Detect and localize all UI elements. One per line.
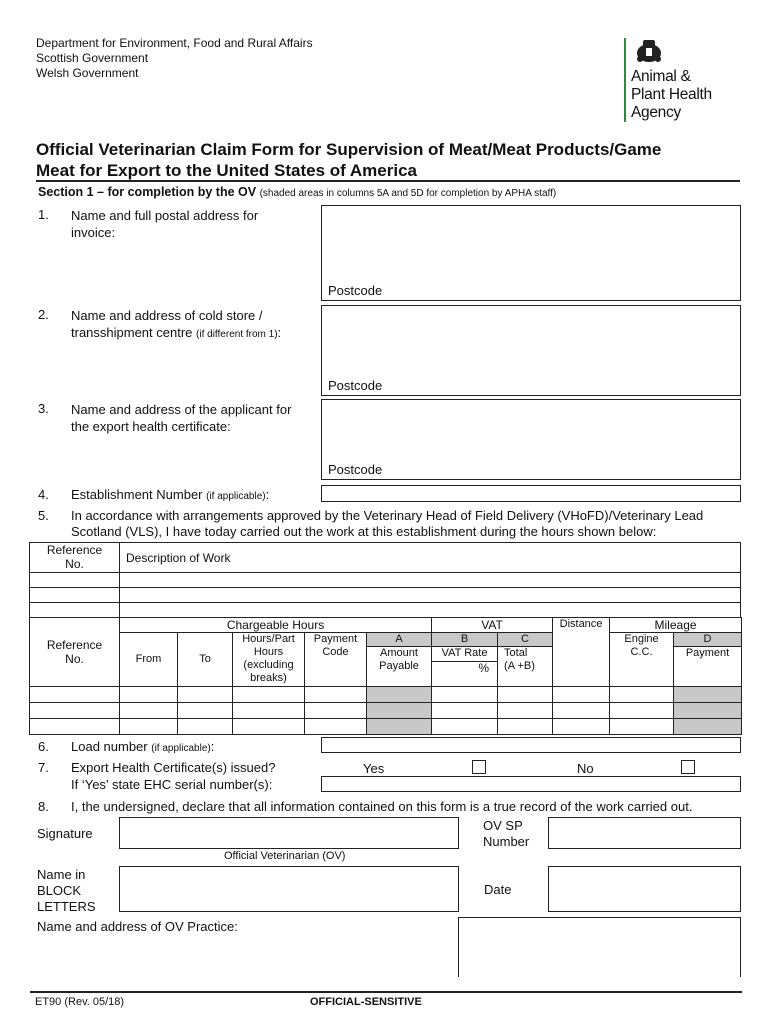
hours-cell[interactable] bbox=[233, 687, 305, 703]
header-line: breaks) bbox=[250, 672, 287, 684]
item-number: 8. bbox=[38, 799, 49, 814]
vat-header: VAT bbox=[432, 618, 553, 633]
item-number: 4. bbox=[38, 487, 49, 502]
agency-line: Animal & bbox=[631, 68, 691, 85]
title-line: Meat for Export to the United States of America bbox=[36, 161, 417, 180]
item-2-label bbox=[71, 307, 281, 343]
reference-cell[interactable] bbox=[30, 573, 120, 588]
to-cell[interactable] bbox=[178, 719, 233, 735]
total-cell[interactable] bbox=[498, 719, 553, 735]
ov-sp-number-field[interactable] bbox=[548, 817, 741, 849]
label-line: BLOCK bbox=[37, 883, 82, 898]
agency-line: Agency bbox=[631, 104, 681, 121]
item-number: 5. bbox=[38, 508, 49, 523]
description-cell[interactable] bbox=[120, 603, 741, 618]
header-line: Payment bbox=[313, 633, 358, 645]
total-cell[interactable] bbox=[498, 687, 553, 703]
distance-cell[interactable] bbox=[553, 719, 610, 735]
date-label: Date bbox=[484, 882, 512, 897]
header-line: Total bbox=[504, 647, 528, 659]
item-7-label: Export Health Certificate(s) issued? bbox=[71, 760, 276, 775]
description-header: Description of Work bbox=[120, 543, 741, 573]
label-small: (if applicable) bbox=[206, 491, 266, 502]
practice-address-field[interactable] bbox=[458, 917, 741, 977]
header-line: Payment bbox=[685, 647, 730, 659]
label-line: Name and address of the applicant for bbox=[71, 402, 292, 417]
org-line: Scottish Government bbox=[36, 51, 149, 65]
header-line: Hours bbox=[253, 646, 284, 658]
department-header bbox=[36, 36, 313, 81]
percent-sign: % bbox=[478, 661, 490, 675]
ehc-serial-label: If ‘Yes’ state EHC serial number(s): bbox=[71, 777, 273, 792]
item-4-label bbox=[71, 487, 269, 505]
mileage-payment-header bbox=[674, 633, 742, 687]
column-letter: D bbox=[674, 633, 741, 647]
establishment-number-field[interactable] bbox=[321, 485, 741, 502]
column-letter: B bbox=[432, 633, 497, 647]
item-3-label bbox=[71, 401, 291, 435]
header-line: Payable bbox=[379, 660, 419, 672]
postcode-label: Postcode bbox=[328, 462, 383, 477]
title-rule bbox=[36, 180, 740, 182]
header-line: Hours/Part bbox=[242, 633, 295, 645]
total-cell[interactable] bbox=[498, 703, 553, 719]
vat-rate-cell[interactable] bbox=[432, 719, 498, 735]
label-line: In accordance with arrangements approved by the Veterinary Head of Field Delivery (VHoFD)/Veterinary Lead bbox=[71, 508, 704, 523]
label-text: Establishment Number bbox=[71, 487, 203, 502]
postcode-label: Postcode bbox=[328, 378, 383, 393]
from-cell[interactable] bbox=[120, 703, 178, 719]
to-header: To bbox=[178, 633, 233, 687]
percent-field[interactable] bbox=[432, 661, 497, 675]
reference-cell[interactable] bbox=[30, 588, 120, 603]
engine-cc-cell[interactable] bbox=[610, 719, 674, 735]
hours-header bbox=[233, 633, 305, 687]
item-number: 6. bbox=[38, 739, 49, 754]
from-header: From bbox=[120, 633, 178, 687]
section-1-heading bbox=[38, 185, 556, 199]
label-small: (if different from 1) bbox=[196, 329, 278, 340]
invoice-address-field[interactable] bbox=[321, 205, 741, 301]
form-title bbox=[36, 139, 661, 181]
payment-code-header bbox=[305, 633, 367, 687]
classification: OFFICIAL-SENSITIVE bbox=[310, 996, 422, 1008]
total-header bbox=[498, 633, 553, 687]
item-number: 7. bbox=[38, 760, 49, 775]
title-line: Official Veterinarian Claim Form for Supervision of Meat/Meat Products/Game bbox=[36, 140, 662, 159]
label-line bbox=[71, 324, 281, 343]
label-line: the export health certificate: bbox=[71, 419, 231, 434]
payment-code-cell[interactable] bbox=[305, 719, 367, 735]
cold-store-address-field[interactable] bbox=[321, 305, 741, 396]
work-description-table bbox=[29, 542, 741, 618]
name-block-label bbox=[37, 867, 96, 915]
name-block-field[interactable] bbox=[119, 866, 459, 912]
mileage-header: Mileage bbox=[610, 618, 742, 633]
label-line: Name in bbox=[37, 867, 86, 882]
org-line: Welsh Government bbox=[36, 66, 139, 80]
signature-label: Signature bbox=[37, 826, 93, 841]
label-line: Name and full postal address for bbox=[71, 208, 259, 223]
item-5-text bbox=[71, 508, 703, 540]
label-text: Load number bbox=[71, 739, 148, 754]
ehc-serial-field[interactable] bbox=[321, 776, 741, 792]
vat-rate-header bbox=[432, 633, 498, 687]
to-cell[interactable] bbox=[178, 687, 233, 703]
header-line: Reference bbox=[46, 638, 103, 652]
reference-header bbox=[30, 618, 120, 687]
chargeable-hours-header: Chargeable Hours bbox=[120, 618, 432, 633]
no-checkbox[interactable] bbox=[681, 760, 695, 774]
no-label: No bbox=[577, 761, 594, 776]
logo-bar bbox=[624, 38, 626, 122]
header-line: C.C. bbox=[630, 646, 653, 658]
item-6-label bbox=[71, 739, 214, 757]
section-heading-text: Section 1 – for completion by the OV bbox=[38, 185, 257, 199]
reference-cell[interactable] bbox=[30, 603, 120, 618]
header-line: (A +B) bbox=[504, 660, 535, 672]
hours-cell[interactable] bbox=[233, 719, 305, 735]
description-cell[interactable] bbox=[120, 573, 741, 588]
reference-header bbox=[30, 543, 120, 573]
item-number: 2. bbox=[38, 307, 49, 322]
label-line: invoice: bbox=[71, 225, 116, 240]
header-line: No. bbox=[65, 557, 84, 571]
label-line: Number bbox=[483, 834, 530, 849]
reference-cell[interactable] bbox=[30, 719, 120, 735]
label-line: Name and address of cold store / bbox=[71, 308, 263, 323]
column-letter: C bbox=[498, 633, 552, 647]
hours-cell[interactable] bbox=[233, 703, 305, 719]
vat-rate-cell[interactable] bbox=[432, 687, 498, 703]
amount-payable-header bbox=[367, 633, 432, 687]
header-line: (excluding bbox=[243, 659, 294, 671]
mileage-payment-cell[interactable] bbox=[674, 687, 742, 703]
postcode-label: Postcode bbox=[328, 283, 383, 298]
label-line: LETTERS bbox=[37, 899, 96, 914]
label-line: Scotland (VLS), I have today carried out the work at this establishment during the hours shown below: bbox=[71, 524, 657, 539]
load-number-field[interactable] bbox=[321, 737, 741, 753]
label-colon: : bbox=[210, 739, 215, 754]
label-line: OV SP bbox=[483, 818, 523, 833]
header-line: No. bbox=[65, 652, 84, 666]
label-text: transshipment centre bbox=[71, 325, 193, 340]
distance-cell[interactable] bbox=[553, 687, 610, 703]
org-line: Department for Environment, Food and Rural Affairs bbox=[36, 36, 313, 50]
header-line: Reference bbox=[46, 543, 103, 557]
crest-icon bbox=[634, 38, 664, 64]
distance-header: Distance bbox=[553, 618, 610, 687]
payment-code-cell[interactable] bbox=[305, 687, 367, 703]
signature-field[interactable] bbox=[119, 817, 459, 849]
description-cell[interactable] bbox=[120, 588, 741, 603]
engine-cc-header bbox=[610, 633, 674, 687]
engine-cc-cell[interactable] bbox=[610, 687, 674, 703]
chargeable-hours-table bbox=[29, 617, 742, 735]
yes-label: Yes bbox=[363, 761, 385, 776]
from-cell[interactable] bbox=[120, 719, 178, 735]
reference-cell[interactable] bbox=[30, 703, 120, 719]
label-colon: : bbox=[277, 325, 282, 340]
practice-label: Name and address of OV Practice: bbox=[37, 919, 238, 934]
amount-payable-cell[interactable] bbox=[367, 703, 432, 719]
section-note: (shaded areas in columns 5A and 5D for completion by APHA staff) bbox=[259, 188, 557, 199]
engine-cc-cell[interactable] bbox=[610, 703, 674, 719]
item-number: 1. bbox=[38, 207, 49, 222]
form-reference: ET90 (Rev. 05/18) bbox=[35, 996, 125, 1008]
date-field[interactable] bbox=[548, 866, 741, 912]
vat-rate-cell[interactable] bbox=[432, 703, 498, 719]
column-letter: A bbox=[367, 633, 431, 647]
header-line: Amount bbox=[380, 647, 418, 659]
ov-sp-label bbox=[483, 818, 529, 850]
agency-line: Plant Health bbox=[631, 86, 712, 103]
reference-cell[interactable] bbox=[30, 687, 120, 703]
header-line: Engine bbox=[624, 633, 659, 645]
footer-rule bbox=[30, 991, 742, 993]
ov-caption: Official Veterinarian (OV) bbox=[224, 850, 346, 862]
item-1-label bbox=[71, 207, 258, 241]
label-colon: : bbox=[265, 487, 270, 502]
mileage-payment-cell[interactable] bbox=[674, 719, 742, 735]
agency-name bbox=[631, 68, 712, 122]
header-line: VAT Rate bbox=[441, 647, 488, 659]
payment-code-cell[interactable] bbox=[305, 703, 367, 719]
item-number: 3. bbox=[38, 401, 49, 416]
amount-payable-cell[interactable] bbox=[367, 687, 432, 703]
yes-checkbox[interactable] bbox=[472, 760, 486, 774]
amount-payable-cell[interactable] bbox=[367, 719, 432, 735]
label-small: (if applicable) bbox=[151, 743, 211, 754]
distance-cell[interactable] bbox=[553, 703, 610, 719]
mileage-payment-cell[interactable] bbox=[674, 703, 742, 719]
header-line: Code bbox=[322, 646, 349, 658]
to-cell[interactable] bbox=[178, 703, 233, 719]
applicant-address-field[interactable] bbox=[321, 399, 741, 480]
declaration-text: I, the undersigned, declare that all information contained on this form is a true record of the work carried out. bbox=[71, 799, 693, 814]
from-cell[interactable] bbox=[120, 687, 178, 703]
